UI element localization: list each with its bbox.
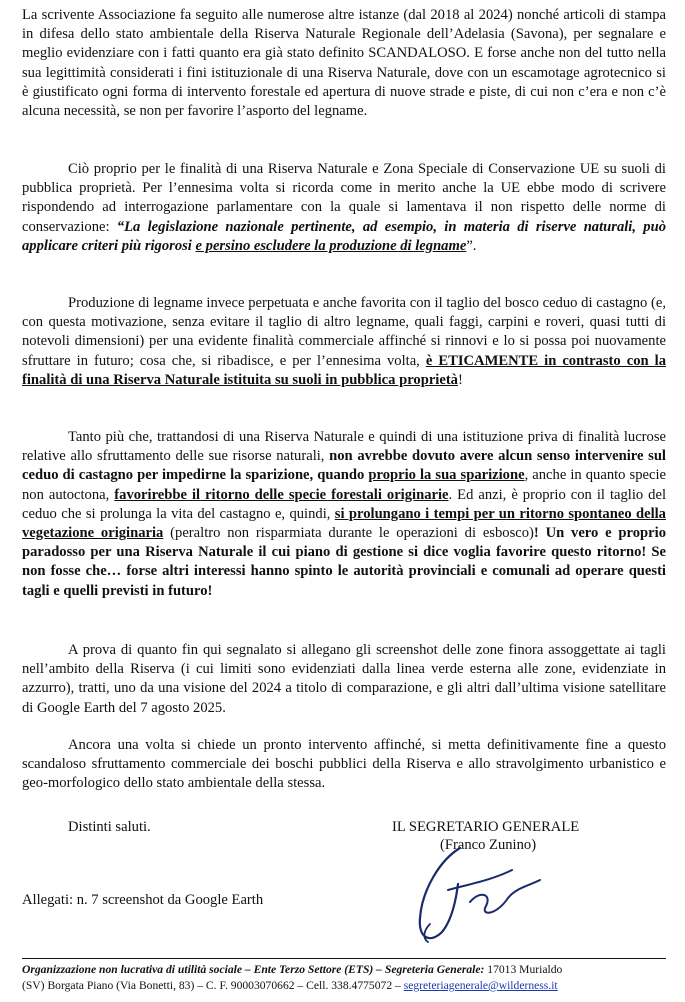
paragraph-eu-citation bbox=[22, 160, 666, 256]
footer-org-address: 17013 Murialdo bbox=[484, 963, 563, 976]
timber-end: ! bbox=[457, 371, 463, 388]
paradox-g: si prolungano i tempi per un ritorno spontaneo della vegetazione originaria bbox=[22, 505, 666, 542]
timber-emphasis: è ETICAMENTE in contrasto con la finalità di una Riserva Naturale istituita su suoli in pubblica proprietà bbox=[22, 352, 666, 388]
paradox-c: proprio la sua sparizione bbox=[368, 467, 525, 484]
paradox-e: favorirebbe il ritorno delle specie forestali originarie bbox=[114, 486, 449, 503]
eu-quote-underlined: e persino escludere la produzione di legname bbox=[195, 237, 467, 254]
timber-text: Produzione di legname invece perpetuata e anche favorita con il taglio del bosco ceduo di castagno (e, con questa motivazione, senza evitare il taglio di altro legname, quali faggi, carpini e roveri, quasi tutti di notevoli dimensioni) per una evidente finalità commerciale affinché si rinnovi e lo si possa poi nuovamente sfruttare in futuro; cosa che, si ribadisce, e per l’ennesima volta, bbox=[22, 295, 666, 369]
footer-divider bbox=[22, 958, 666, 959]
eu-quote-close: ”. bbox=[466, 237, 477, 254]
paragraph-intro: La scrivente Associazione fa seguito alle numerose altre istanze (dal 2018 al 2024) nonché articoli di stampa in difesa dello stato ambientale della Riserva Naturale Regionale dell’Adelasia (Savona), per segnalare e meglio evidenziare con i fatti quanto era già stato definito SCANDALOSO. E forse anche non del tutto nella sua legittimità considerati i fini istituzionale di una Riserva Naturale, dove con un escamotage agrotecnico si è giustificato ogni forma di intervento forestale ed apertura di nuove strade e piste, di cui non c’era e non c’è alcuna necessità, se non per favorire l’asporto del legname. bbox=[22, 7, 666, 120]
paragraph-request: Ancora una volta si chiede un pronto intervento affinché, si metta definitivamente fine a questo scandaloso sfruttamento commerciale dei boschi pubblici della Riserva e allo stravolgimento urbanistico e geo-morfologico dello stato ambientale della stessa. bbox=[22, 737, 666, 792]
paragraph-paradox bbox=[22, 428, 666, 601]
handwritten-signature bbox=[400, 840, 550, 950]
paradox-h: (peraltro non risparmiata durante le operazioni di esbosco) bbox=[163, 525, 534, 542]
footer-contact-text: (SV) Borgata Piano (Via Bonetti, 83) – C. F. 90003070662 – Cell. 338.4775072 – bbox=[22, 979, 404, 992]
signatory-name: (Franco Zunino) bbox=[440, 837, 537, 853]
paragraph-attachments-description: A prova di quanto fin qui segnalato si allegano gli screenshot delle zone finora assoggettate ai tagli nell’ambito della Riserva (i cui limiti sono evidenziati dalla linea verde esterna alle zone, evidenziate in azzurro), tratti, uno da una visione del 2024 a titolo di comparazione, e gli altri dall’ultima visione satellitare di Google Earth del 7 agosto 2025. bbox=[22, 642, 666, 716]
attachments-note: Allegati: n. 7 screenshot da Google Earth bbox=[22, 892, 264, 908]
paradox-d: , anche in quanto specie non autoctona, bbox=[22, 467, 666, 503]
footer-org-bold: Organizzazione non lucrativa di utilità sociale – Ente Terzo Settore (ETS) – Segreteria Generale: bbox=[22, 963, 485, 976]
paradox-f: . Ed anzi, è proprio con il taglio del ceduo che si prolunga la vita del castagno e, quindi, bbox=[22, 486, 667, 522]
paragraph-timber-production bbox=[22, 294, 666, 390]
footer-email-link[interactable]: segreteriagenerale@wilderness.it bbox=[403, 979, 558, 992]
eu-quote: “La legislazione nazionale pertinente, ad esempio, in materia di riserve naturali, può applicare criteri più rigorosi bbox=[22, 218, 667, 254]
footer-contact-line bbox=[22, 978, 666, 993]
paradox-a: Tanto più che, trattandosi di una Riserva Naturale e quindi di una istituzione priva di finalità lucrose relative allo sfruttamento delle sue risorse naturali, bbox=[22, 429, 666, 465]
eu-citation-text: Ciò proprio per le finalità di una Riserva Naturale e Zona Speciale di Conservazione UE su suoli di pubblica proprietà. Per l’ennesima volta si ricorda come in merito anche la UE ebbe modo di scrivere rispondendo ad interrogazione parlamentare con la quale si lamentava il non rispetto delle norme di conservazione: bbox=[22, 161, 666, 235]
footer-organization-line bbox=[22, 962, 666, 977]
paradox-b: non avrebbe dovuto avere alcun senso intervenire sul ceduo di castagno per impedirne la sparizione, quando bbox=[22, 448, 666, 484]
closing-salutation: Distinti saluti. bbox=[68, 819, 151, 835]
paradox-i: ! Un vero e proprio paradosso per una Riserva Naturale il cui piano di gestione si dice voglia favorire questo ritorno! Se non fosse che… forse altri interessi hanno spinto le autorità provinciali e comunali ad operare questi tagli e quelli previsti in futuro! bbox=[22, 525, 666, 599]
signatory-title: IL SEGRETARIO GENERALE bbox=[392, 819, 580, 835]
